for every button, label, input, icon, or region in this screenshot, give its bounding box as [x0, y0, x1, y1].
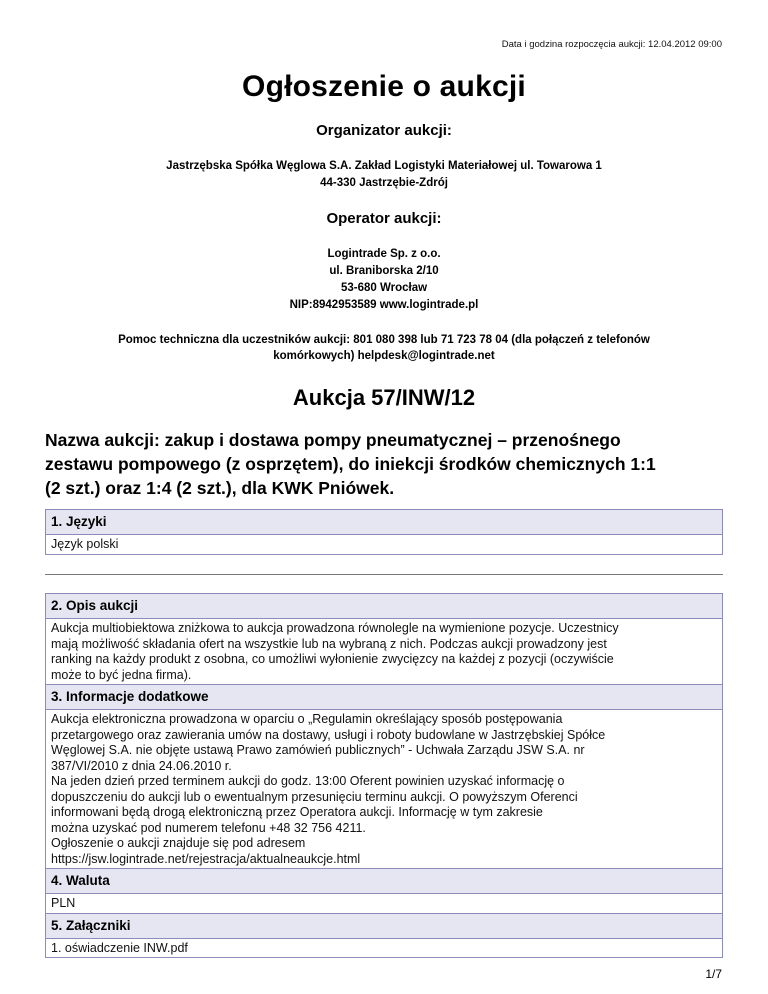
section-line: przetargowego oraz zawierania umów na dostawy, usługi i roboty budowlane w Jastrzębskiej Spółce: [51, 727, 606, 742]
section-title: 4. Waluta: [46, 868, 722, 894]
section-title: 5. Załączniki: [46, 913, 722, 939]
section-line: Ogłoszenie o aukcji znajduje się pod adresem: [51, 836, 306, 850]
section-line: Aukcja elektroniczna prowadzona w oparciu o „Regulamin określający sposób postępowania: [51, 712, 563, 726]
organizer-heading: Organizator aukcji:: [316, 122, 452, 139]
organizer-line-2: 44-330 Jastrzębie-Zdrój: [320, 177, 448, 189]
section-line: można uzyskać pod numerem telefonu +48 32 756 4211.: [51, 820, 366, 835]
auction-start-info: Data i godzina rozpoczęcia aukcji: 12.04.2012 09:00: [501, 39, 722, 50]
section-line: ranking na każdy produkt z osobna, co umożliwi wyłonienie zwycięzcy na każdej z pozycji (oczywiście: [51, 652, 614, 666]
section-line: Węglowej S.A. nie objęte ustawą Prawo zamówień publicznych” - Uchwała Zarządu JSW S.A. nr: [51, 743, 585, 757]
section-line: https://jsw.logintrade.net/rejestracja/aktualneaukcje.html: [51, 851, 361, 866]
section-body: [46, 939, 722, 958]
auction-number: Aukcja 57/INW/12: [292, 385, 476, 410]
divider: [45, 574, 723, 575]
section-title: 3. Informacje dodatkowe: [46, 684, 722, 710]
section-languages: [45, 509, 723, 555]
section-line: Na jeden dzień przed terminem aukcji do godz. 13:00 Oferent powinien uzyskać informację o: [51, 774, 565, 788]
section-line: mają możliwość składania ofert na wszystkie lub na wybraną z nich. Podczas aukcji prowadzony jest: [51, 636, 607, 651]
section-body: [46, 619, 722, 684]
help-line-2: komórkowych) helpdesk@logintrade.net: [273, 350, 495, 362]
operator-line-4: NIP:8942953589 www.logintrade.pl: [289, 299, 479, 311]
auction-name-line-3: (2 szt.) oraz 1:4 (2 szt.), dla KWK Pniówek.: [45, 478, 395, 498]
auction-name-line-2: zestawu pompowego (z osprzętem), do iniekcji środków chemicznych 1:1: [45, 454, 656, 474]
technical-help: [84, 332, 684, 364]
section-line: informowani będą drogą elektroniczną przez Operatora aukcji. Informację w tym zakresie: [51, 805, 543, 819]
section-line: Język polski: [51, 537, 119, 551]
auction-name: [45, 428, 735, 500]
section-title: 1. Języki: [46, 510, 722, 535]
auction-name-line-1: Nazwa aukcji: zakup i dostawa pompy pneumatycznej – przenośnego: [45, 430, 621, 450]
operator-line-3: 53-680 Wrocław: [340, 282, 428, 294]
section-body: [46, 894, 722, 913]
section-line: może to być jedna firma).: [51, 667, 192, 682]
section-line: Aukcja multiobiektowa zniżkowa to aukcja prowadzona równolegle na wymienione pozycje. Uczestnicy: [51, 621, 619, 635]
section-line: PLN: [51, 896, 76, 910]
section-body: [46, 710, 722, 868]
operator-line-1: Logintrade Sp. z o.o.: [327, 248, 441, 260]
section-line: 387/VI/2010 z dnia 24.06.2010 r.: [51, 758, 232, 773]
page-title: Ogłoszenie o aukcji: [242, 70, 526, 103]
help-line-1: Pomoc techniczna dla uczestników aukcji: 801 080 398 lub 71 723 78 04 (dla połączeń z telefonów: [118, 334, 650, 346]
operator-line-2: ul. Braniborska 2/10: [329, 265, 439, 277]
section-title: 2. Opis aukcji: [46, 594, 722, 619]
operator-heading: Operator aukcji:: [326, 210, 442, 227]
section-line: dopuszczeniu do aukcji lub o ewentualnym przesunięciu terminu aukcji. O powyższym Oferenci: [51, 789, 578, 804]
attachment-item[interactable]: 1. oświadczenie INW.pdf: [51, 940, 188, 955]
organizer-line-1: Jastrzębska Spółka Węglowa S.A. Zakład Logistyki Materiałowej ul. Towarowa 1: [166, 160, 602, 172]
section-body: [46, 535, 722, 554]
page-number: 1/7: [705, 967, 722, 981]
section-description: [45, 593, 723, 958]
